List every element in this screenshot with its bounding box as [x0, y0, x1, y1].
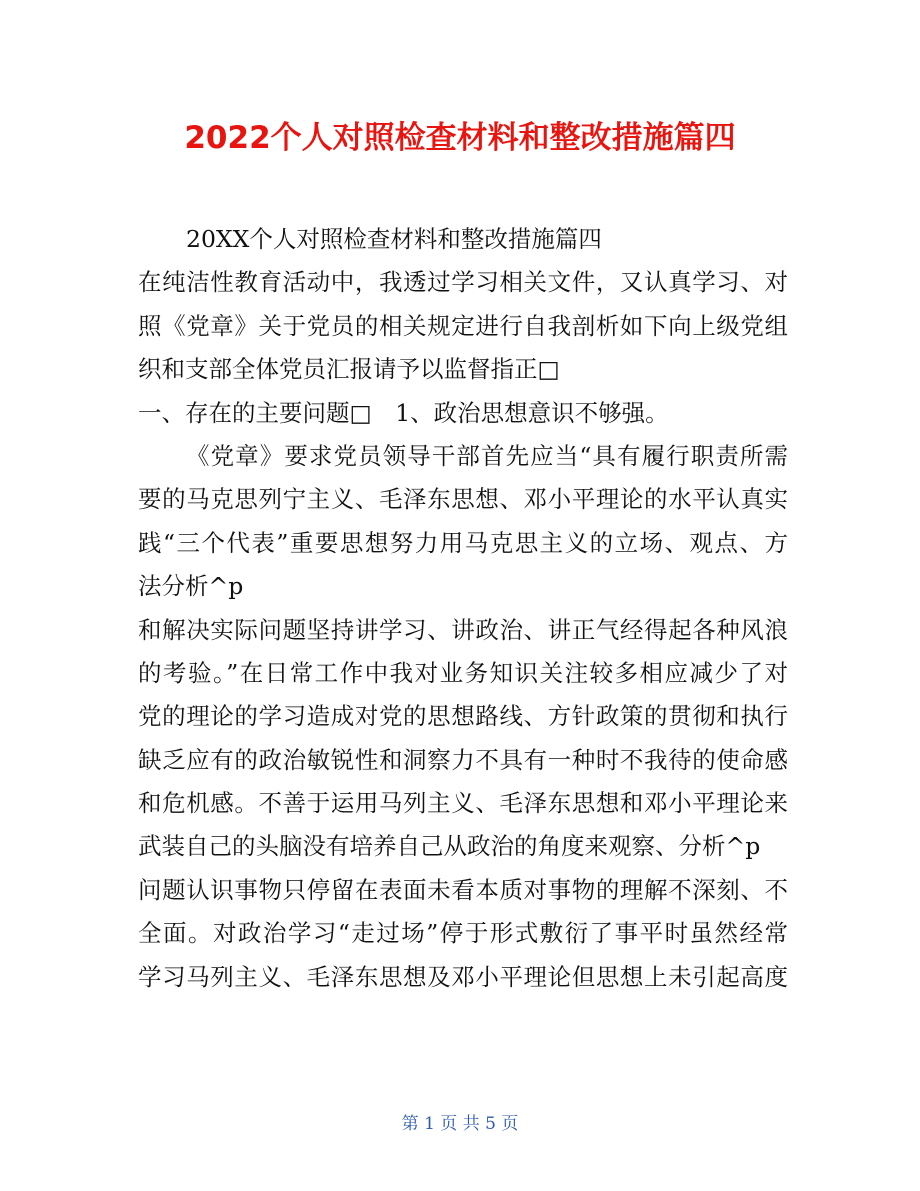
body-line: 在纯洁性教育活动中，我透过学习相关文件，又认真学习、对	[138, 268, 788, 297]
document-body	[138, 218, 788, 999]
body-line: 武装自己的头脑没有培养自己从政治的角度来观察、分析^p	[138, 832, 761, 861]
body-line: 和解决实际问题坚持讲学习、讲政治、讲正气经得起各种风浪	[138, 615, 788, 644]
subtitle-line: 20XX个人对照检查材料和整改措施篇四	[186, 225, 602, 253]
body-line: 践“三个代表”重要思想努力用马克思主义的立场、观点、方	[138, 528, 788, 557]
body-line: 党的理论的学习造成对党的思想路线、方针政策的贯彻和执行	[138, 702, 788, 731]
body-line: 全面。对政治学习“走过场”停于形式敷衍了事平时虽然经常	[138, 919, 788, 948]
section-heading-line: 一、存在的主要问题□ 1、政治思想意识不够强。	[138, 398, 669, 427]
page-footer: 第 1 页 共 5 页	[401, 1114, 519, 1134]
body-line: 《党章》要求党员领导干部首先应当“具有履行职责所需	[186, 441, 788, 470]
body-line: 要的马克思列宁主义、毛泽东思想、邓小平理论的水平认真实	[138, 485, 788, 514]
body-line: 法分析^p	[138, 572, 244, 601]
document-title: 2022个人对照检查材料和整改措施篇四	[184, 120, 736, 156]
body-line: 问题认识事物只停留在表面未看本质对事物的理解不深刻、不	[138, 875, 788, 904]
body-line: 和危机感。不善于运用马列主义、毛泽东思想和邓小平理论来	[138, 789, 788, 818]
body-line: 织和支部全体党员汇报请予以监督指正□	[138, 355, 560, 384]
body-line: 缺乏应有的政治敏锐性和洞察力不具有一种时不我待的使命感	[138, 745, 788, 774]
body-line: 照《党章》关于党员的相关规定进行自我剖析如下向上级党组	[138, 311, 788, 340]
body-line: 学习马列主义、毛泽东思想及邓小平理论但思想上未引起高度	[138, 962, 788, 991]
body-line: 的考验。”在日常工作中我对业务知识关注较多相应减少了对	[138, 658, 788, 687]
